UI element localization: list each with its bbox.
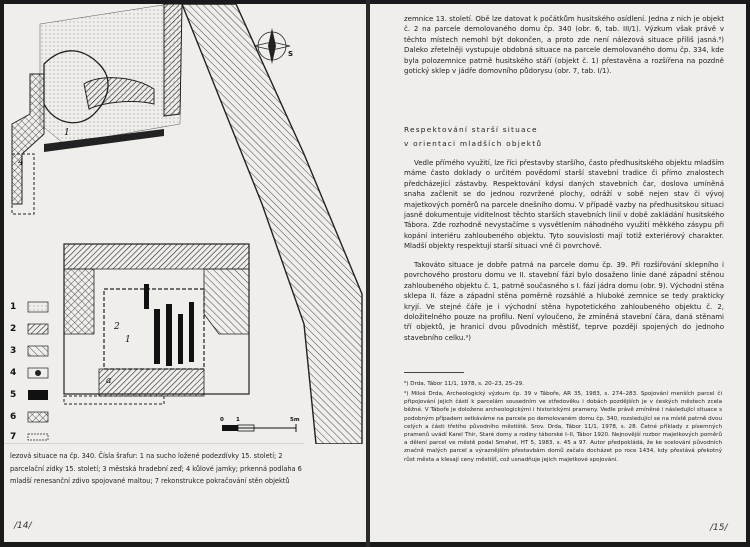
city-wall — [182, 4, 362, 444]
right-page — [370, 4, 746, 542]
north-label: S — [288, 50, 294, 58]
room-label-2: 2 — [114, 322, 120, 332]
legend-number-2: 2 — [10, 324, 17, 334]
south-line — [64, 396, 164, 404]
legend-swatches — [28, 302, 48, 440]
paragraph-2: Takováto situace je dobře patrná na parcele domu čp. 39. Při rozšiřování sklepního i povrchového prostoru domu ve II. stavební fázi bylo dosaženo linie dané západní stěnou zahloubeného objektu č. 1, patrně současného s I. fází jádra domu (obr. 9). Východní stěna sklepa II. fáze a západní stěna poměrně rozsáhlé a hluboké zemnice se tedy prakticky kryjí. Ve stejné čáře je i východní stěna hypotetického zahloubeného objektu č. 2, doložitelného pouze na profilu. Není vyloučeno, že zmíněná stavební čára, daná stěnami tří objektů, je hranicí dvou původních městišť, teprve později spojených do jednoho stavebního celku.⁹) — [404, 261, 724, 342]
legend-number-7: 7 — [10, 432, 17, 442]
footnote-rule — [404, 372, 464, 373]
floor-planks — [144, 284, 194, 366]
intro-paragraph: zemnice 13. století. Obě lze datovat k počátkům husitského osídlení. Jedna z nich je objekt č. 2 na parcele demolovaného domu čp. 340 (obr. 6, tab. III/1). Výzkum však právě v těchto místech nemohl být dokončen, a proto zde není nálezová situace příliš jasná.⁸) Daleko zřetelněji vystupuje obdobná situace na parcele demolovaného domu čp. 334, kde byla polozemnice patrně husitského stáří (objekt č. 1) přestavěna a rozšířena na pozdně gotický sklep v jádře domovního půdorysu (obr. 7, tab. I/1). — [404, 15, 724, 76]
page-number-right: /15/ — [710, 523, 728, 533]
upper-area — [40, 4, 182, 144]
archaeological-site-plan — [4, 4, 366, 444]
scale-label-5m: 5m — [290, 417, 300, 423]
page-number-left: /14/ — [14, 521, 32, 531]
legend-number-5: 5 — [10, 390, 17, 400]
wall-section-left — [12, 74, 44, 204]
west-block — [64, 269, 94, 334]
left-page — [4, 4, 366, 542]
paragraph-1: Vedle přímého využití, lze říci přestavby staršího, často předhusitského objektu mladším máme často doklady o určitém povědomí starší stavební tradice či přímo znalostech předcházející zástavby. Respektování kdysi daných stavebních čar, doslova umíněná snaha začlenit se do jednou rozvržené plochy, odráží v sobě nejen stav či vývoj majetkových poměrů na parcele dnešního domu. V případě vazby na předhusitskou situaci jasně dokumentuje viditelnost těchto starších stavebních linií v době zakládání husitského Tábora. Zde rozhodně nevystačíme s vysvětlením náhodného využití měkkého zásypu při kopání interiéru zahloubeného objektu. Tyto souvislosti mají totiž exteriérový charakter. Mladší objekty respektují starší situaci vně či povrchově. — [404, 159, 724, 251]
legend-number-1: 1 — [10, 302, 17, 312]
scale-label-0: 0 — [220, 417, 224, 423]
footnote-9: ⁹) Miloš Drda, Archeologický výzkum čp. 39 v Táboře, AR 35, 1983, s. 274–283. Spojování menších parcel či připojování jejich částí k parcelám sousedním ve středověku i dobách pozdějších je v českých městech zcela běžné. V Táboře je doloženo archeologickými i historickými prameny. Vedle právě zmíněné i následující situace s podobným případem setkáváme na parcele po demolovaném domu čp. 340, rozsledující se na místě patrně dvou celých a části třetího původního městiště. Srov. Drda, Tábor 11/1, 1978, s. 28. Četné příklady z písemných pramenů uvádí Karel Thir, Staré domy a rodiny táborské I–II, Tábor 1920. Nejnovější rozbor majetkových poměrů a dělení parcel ve městě podal Smahel, HT 5, 1983, s. 45 a 97. Autor předpokládá, že ke scelování původních značně malých parcel a výraznějším přestavbám domů začalo docházet po roce 1434, kdy přestává překotný růst města a klesají ceny městišť, což usnadňuje jejich majetkové spojování. — [404, 391, 722, 463]
east-block — [204, 269, 249, 334]
footnote-8: ⁸) Drda, Tábor 11/1, 1978, s. 20–23, 25–29. — [404, 381, 524, 387]
section-heading-line1: Respektování starší situace — [404, 125, 538, 134]
legend-number-3: 3 — [10, 346, 17, 356]
room-label-4: 4 — [18, 158, 24, 168]
figure-caption: lezová situace na čp. 340. Čísla šrafur: 1 na sucho ložené podezdívky 15. století; 2 parcelační zídky 15. století; 3 městská hradební zeď; 4 kůlové jamky; prkenná podlaha 6 mladší renesanční zdivo spojované maltou; 7 rekonstrukce pokračování stěn objektů — [10, 452, 302, 485]
north-wall — [64, 244, 249, 269]
room-label-1b: 1 — [125, 335, 131, 345]
scale-label-1: 1 — [236, 417, 240, 423]
section-heading-line2: v orientaci mladších objektů — [404, 139, 543, 148]
legend-number-4: 4 — [10, 368, 17, 378]
south-wall — [99, 369, 204, 396]
wall-vertical-top — [164, 4, 182, 116]
room-label-a: a — [106, 376, 112, 386]
scale-bar — [222, 424, 296, 432]
legend-number-6: 6 — [10, 412, 17, 422]
room-label-1: 1 — [64, 128, 70, 138]
